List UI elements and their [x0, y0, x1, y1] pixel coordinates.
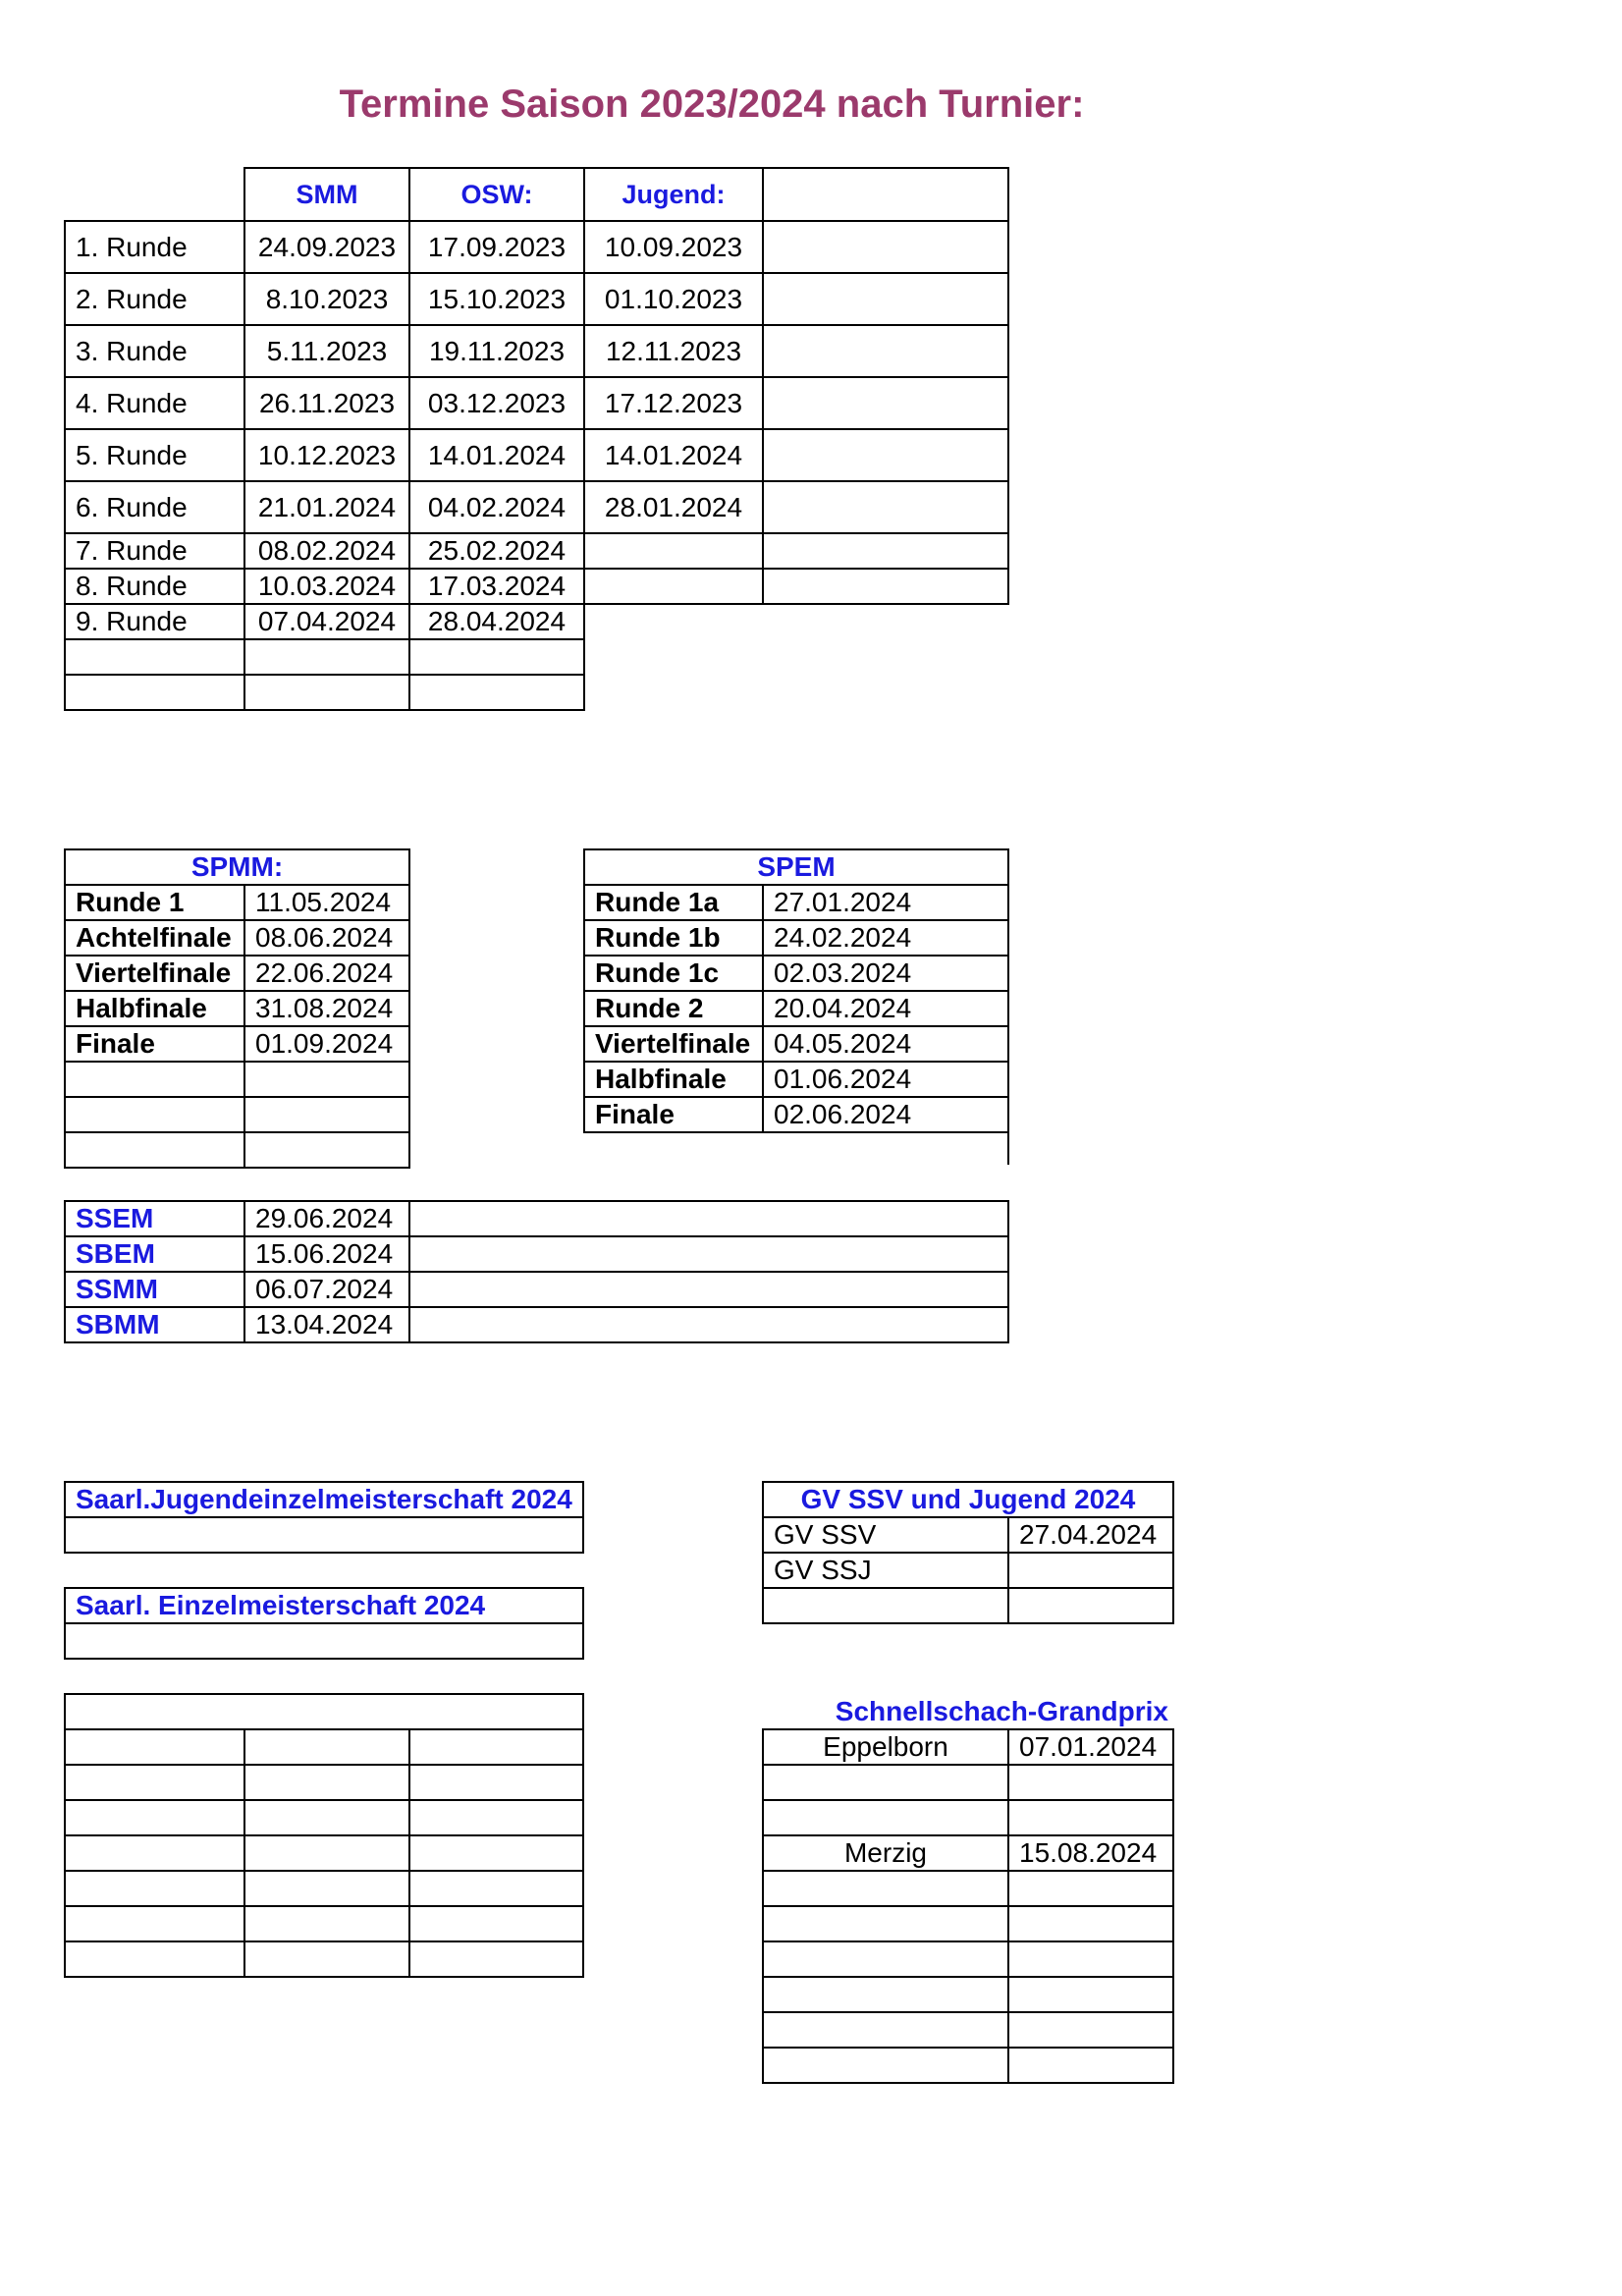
spem-round-label: Runde 1b: [583, 919, 764, 957]
empty-cell: [243, 674, 410, 711]
empty-cell: [243, 638, 410, 676]
empty-cell: [1007, 1941, 1174, 1978]
empty-cell: [762, 1905, 1009, 1942]
spmm-round-date: 22.06.2024: [243, 955, 410, 992]
osw-date: 04.02.2024: [408, 480, 585, 534]
jugend-date: 10.09.2023: [583, 220, 764, 274]
empty-cell: [583, 568, 764, 605]
table-row-label: 4. Runde: [64, 376, 245, 430]
empty-cell: [408, 1235, 1009, 1273]
grandprix-location: Merzig: [762, 1834, 1009, 1872]
einzel-title: Saarl. Einzelmeisterschaft 2024: [64, 1587, 584, 1624]
spmm-round-date: 08.06.2024: [243, 919, 410, 957]
empty-cell: [762, 272, 1009, 326]
empty-cell: [762, 532, 1009, 570]
empty-cell: [762, 324, 1009, 378]
spmm-title: SPMM:: [64, 848, 410, 886]
spem-round-date: 02.06.2024: [762, 1096, 1009, 1133]
empty-cell: [64, 1941, 245, 1978]
empty-cell: [64, 1622, 584, 1660]
misc-label: SBMM: [64, 1306, 245, 1343]
gv-label: GV SSV: [762, 1516, 1009, 1554]
spem-round-date: 02.03.2024: [762, 955, 1009, 992]
jugend-date: 01.10.2023: [583, 272, 764, 326]
empty-cell: [64, 1693, 584, 1730]
empty-cell: [64, 1764, 245, 1801]
empty-cell: [64, 638, 245, 676]
misc-date: 29.06.2024: [243, 1200, 410, 1237]
gv-date: [1007, 1552, 1174, 1589]
empty-cell: [408, 1306, 1009, 1343]
empty-cell: [762, 1941, 1009, 1978]
empty-cell: [762, 428, 1009, 482]
header-jugend: Jugend:: [583, 167, 764, 222]
jugendeinzel-title: Saarl.Jugendeinzelmeisterschaft 2024: [64, 1481, 584, 1518]
empty-cell: [243, 1799, 410, 1836]
spmm-round-label: Finale: [64, 1025, 245, 1063]
empty-cell: [1007, 1870, 1174, 1907]
header-smm: SMM: [243, 167, 410, 222]
spem-round-label: Halbfinale: [583, 1061, 764, 1098]
spmm-round-label: Viertelfinale: [64, 955, 245, 992]
table-row-label: 2. Runde: [64, 272, 245, 326]
misc-label: SBEM: [64, 1235, 245, 1273]
spmm-round-label: Achtelfinale: [64, 919, 245, 957]
misc-date: 06.07.2024: [243, 1271, 410, 1308]
table-row-label: 7. Runde: [64, 532, 245, 570]
empty-cell: [243, 1834, 410, 1872]
empty-cell: [64, 1799, 245, 1836]
spmm-round-date: 31.08.2024: [243, 990, 410, 1027]
grandprix-location: Eppelborn: [762, 1728, 1009, 1766]
spmm-round-label: Halbfinale: [64, 990, 245, 1027]
empty-cell: [762, 1587, 1009, 1624]
empty-cell: [762, 220, 1009, 274]
spem-round-date: 04.05.2024: [762, 1025, 1009, 1063]
empty-cell: [243, 1905, 410, 1942]
empty-cell: [64, 1131, 245, 1169]
empty-cell: [408, 1200, 1009, 1237]
spem-round-date: 24.02.2024: [762, 919, 1009, 957]
empty-cell: [762, 376, 1009, 430]
empty-cell: [243, 1061, 410, 1098]
table-row-label: 8. Runde: [64, 568, 245, 605]
empty-cell: [243, 1764, 410, 1801]
spem-border-tail: [1007, 1131, 1009, 1165]
empty-cell: [64, 1834, 245, 1872]
spmm-round-label: Runde 1: [64, 884, 245, 921]
spem-round-date: 01.06.2024: [762, 1061, 1009, 1098]
empty-cell: [64, 1096, 245, 1133]
empty-cell: [1007, 1799, 1174, 1836]
empty-cell: [1007, 2047, 1174, 2084]
empty-cell: [64, 1870, 245, 1907]
misc-date: 13.04.2024: [243, 1306, 410, 1343]
jugend-date: 17.12.2023: [583, 376, 764, 430]
empty-cell: [64, 1728, 245, 1766]
empty-cell: [1007, 1976, 1174, 2013]
spem-round-label: Viertelfinale: [583, 1025, 764, 1063]
spem-round-date: 20.04.2024: [762, 990, 1009, 1027]
smm-date: 08.02.2024: [243, 532, 410, 570]
empty-cell: [408, 1834, 584, 1872]
grandprix-date: 15.08.2024: [1007, 1834, 1174, 1872]
osw-date: 25.02.2024: [408, 532, 585, 570]
empty-cell: [64, 1061, 245, 1098]
osw-date: 03.12.2023: [408, 376, 585, 430]
spem-title: SPEM: [583, 848, 1009, 886]
gv-date: 27.04.2024: [1007, 1516, 1174, 1554]
spmm-round-date: 11.05.2024: [243, 884, 410, 921]
gv-title: GV SSV und Jugend 2024: [762, 1481, 1174, 1518]
jugend-date: 12.11.2023: [583, 324, 764, 378]
empty-cell: [408, 1764, 584, 1801]
osw-date: 19.11.2023: [408, 324, 585, 378]
grandprix-title: Schnellschach-Grandprix: [835, 1696, 1168, 1726]
spem-round-label: Runde 1c: [583, 955, 764, 992]
empty-cell: [243, 1131, 410, 1169]
smm-date: 10.12.2023: [243, 428, 410, 482]
smm-date: 07.04.2024: [243, 603, 410, 640]
empty-cell: [762, 568, 1009, 605]
misc-label: SSMM: [64, 1271, 245, 1308]
header-osw: OSW:: [408, 167, 585, 222]
page-title: Termine Saison 2023/2024 nach Turnier:: [339, 82, 1085, 126]
osw-date: 15.10.2023: [408, 272, 585, 326]
empty-cell: [762, 1764, 1009, 1801]
empty-cell: [408, 1799, 584, 1836]
empty-cell: [243, 1096, 410, 1133]
osw-date: 17.09.2023: [408, 220, 585, 274]
empty-cell: [1007, 1764, 1174, 1801]
spem-round-label: Runde 2: [583, 990, 764, 1027]
empty-cell: [408, 1271, 1009, 1308]
empty-cell: [1007, 1905, 1174, 1942]
empty-cell: [762, 1976, 1009, 2013]
empty-cell: [64, 674, 245, 711]
empty-cell: [762, 1799, 1009, 1836]
empty-cell: [243, 1728, 410, 1766]
table-row-label: 6. Runde: [64, 480, 245, 534]
smm-date: 24.09.2023: [243, 220, 410, 274]
empty-cell: [64, 1905, 245, 1942]
empty-cell: [243, 1941, 410, 1978]
empty-cell: [1007, 2011, 1174, 2049]
osw-date: 17.03.2024: [408, 568, 585, 605]
smm-date: 10.03.2024: [243, 568, 410, 605]
spem-round-label: Finale: [583, 1096, 764, 1133]
empty-cell: [408, 1728, 584, 1766]
empty-cell: [243, 1870, 410, 1907]
jugend-date: 28.01.2024: [583, 480, 764, 534]
empty-cell: [762, 2047, 1009, 2084]
misc-label: SSEM: [64, 1200, 245, 1237]
table-row-label: 3. Runde: [64, 324, 245, 378]
empty-cell: [64, 1516, 584, 1554]
empty-cell: [408, 1941, 584, 1978]
smm-date: 26.11.2023: [243, 376, 410, 430]
empty-cell: [1007, 1587, 1174, 1624]
gv-label: GV SSJ: [762, 1552, 1009, 1589]
empty-cell: [408, 1905, 584, 1942]
spem-round-date: 27.01.2024: [762, 884, 1009, 921]
empty-cell: [762, 480, 1009, 534]
empty-cell: [583, 532, 764, 570]
empty-cell: [762, 1870, 1009, 1907]
grandprix-date: 07.01.2024: [1007, 1728, 1174, 1766]
jugend-date: 14.01.2024: [583, 428, 764, 482]
header-empty: [762, 167, 1009, 222]
table-row-label: 9. Runde: [64, 603, 245, 640]
misc-date: 15.06.2024: [243, 1235, 410, 1273]
spem-round-label: Runde 1a: [583, 884, 764, 921]
osw-date: 14.01.2024: [408, 428, 585, 482]
empty-cell: [408, 1870, 584, 1907]
smm-date: 21.01.2024: [243, 480, 410, 534]
spmm-round-date: 01.09.2024: [243, 1025, 410, 1063]
empty-cell: [762, 2011, 1009, 2049]
table-row-label: 5. Runde: [64, 428, 245, 482]
smm-date: 8.10.2023: [243, 272, 410, 326]
empty-cell: [408, 674, 585, 711]
empty-cell: [408, 638, 585, 676]
table-row-label: 1. Runde: [64, 220, 245, 274]
smm-date: 5.11.2023: [243, 324, 410, 378]
osw-date: 28.04.2024: [408, 603, 585, 640]
